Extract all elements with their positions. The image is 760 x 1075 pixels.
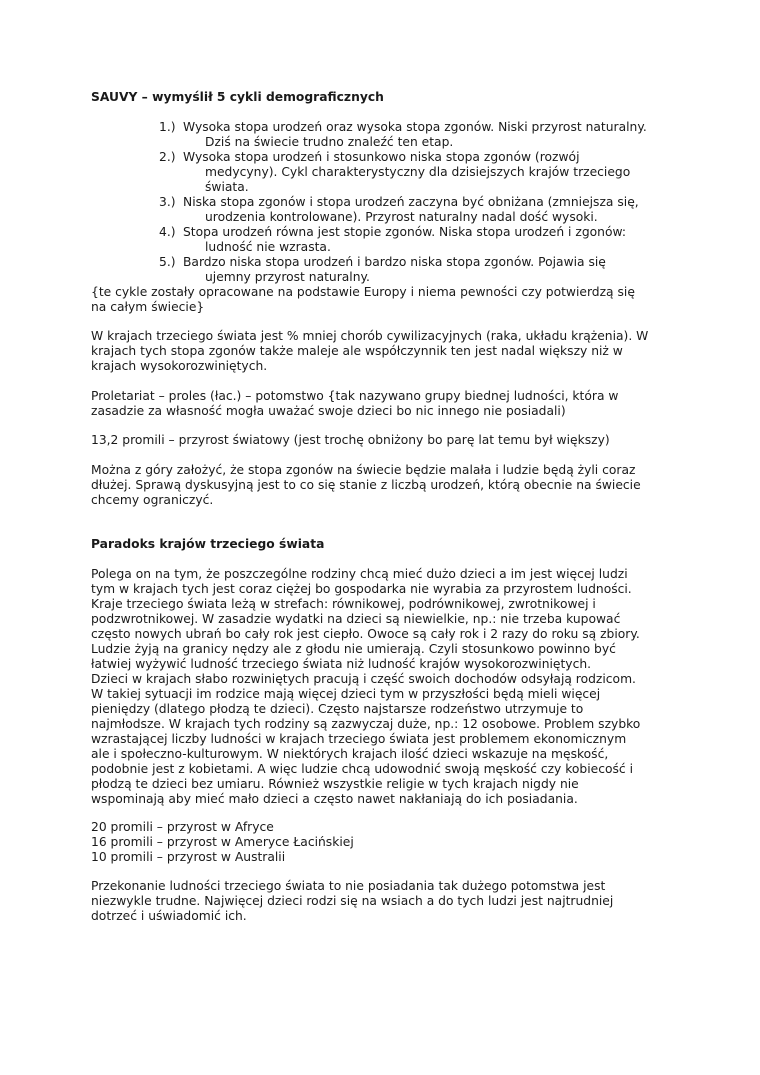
paragraph-world-growth [91, 433, 681, 448]
text-line: podobnie jest z kobietami. A więc ludzie chcą udowodnić swoją męskość czy kobiecość i [91, 762, 633, 776]
demographic-cycles-list [91, 120, 693, 285]
list-text: świata. [205, 180, 249, 194]
paragraph-conviction [91, 879, 681, 924]
text-line: wspominają aby mieć mało dzieci a często nawet nakłaniają do ich posiadania. [91, 792, 578, 806]
text-line: Dzieci w krajach słabo rozwiniętych pracują i część swoich dochodów odsyłają rodzicom. [91, 672, 636, 686]
list-item [91, 120, 693, 150]
text-line: podzwrotnikowej. W zasadzie wydatki na dzieci są niewielkie, np.: nie trzeba kupować [91, 612, 621, 626]
text-line: {te cykle zostały opracowane na podstawie Europy i niema pewności czy potwierdzą się [91, 285, 635, 299]
text-line: często nowych ubrań bo cały rok jest ciepło. Owoce są cały rok i 2 razy do roku są zbiory. [91, 627, 640, 641]
text-line: krajach tych stopa zgonów także maleje ale współczynnik ten jest nadal większy niż w [91, 344, 623, 358]
list-text: Dziś na świecie trudno znaleźć ten etap. [205, 135, 454, 149]
paragraph-diseases [91, 329, 681, 374]
list-number: 4.) [159, 225, 176, 239]
text-line: Kraje trzeciego świata leżą w strefach: równikowej, podrównikowej, zwrotnikowej i [91, 597, 596, 611]
text-line: Przekonanie ludności trzeciego świata to nie posiadania tak dużego potomstwa jest [91, 879, 606, 893]
list-number: 2.) [159, 150, 176, 164]
text-line: Ludzie żyją na granicy nędzy ale z głodu nie umierają. Czyli stosunkowo powinno być [91, 642, 616, 656]
text-line: pieniędzy (dlatego płodzą te dzieci). Często najstarsze rodzeństwo utrzymuje to [91, 702, 584, 716]
stat-line: 16 promili – przyrost w Ameryce Łacińskiej [91, 835, 354, 849]
list-item [91, 195, 693, 225]
list-item [91, 150, 693, 195]
stat-line: 10 promili – przyrost w Australii [91, 850, 286, 864]
text-line: Można z góry założyć, że stopa zgonów na świecie będzie malała i ludzie będą żyli coraz [91, 463, 636, 477]
list-number: 3.) [159, 195, 176, 209]
section-title-sauvy: SAUVY – wymyślił 5 cykli demograficznych [91, 90, 384, 104]
text-line: płodzą te dzieci bez umiaru. Również wszystkie religie w tych krajach nigdy nie [91, 777, 579, 791]
list-text: medycyny). Cykl charakterystyczny dla dzisiejszych krajów trzeciego [205, 165, 631, 179]
text-line: na całym świecie} [91, 300, 205, 314]
list-item [91, 255, 693, 285]
section-title-paradox: Paradoks krajów trzeciego świata [91, 537, 325, 551]
text-line: Polega on na tym, że poszczególne rodziny chcą mieć dużo dzieci a im jest więcej ludzi [91, 567, 628, 581]
cycles-note [91, 285, 681, 315]
text-line: W krajach trzeciego świata jest % mniej chorób cywilizacyjnych (raka, układu krążenia). W [91, 329, 649, 343]
paragraph-proletariat [91, 389, 681, 419]
paragraph-paradox [91, 567, 681, 807]
list-text: ujemny przyrost naturalny. [205, 270, 370, 284]
text-line: zasadzie za własność mogła uważać swoje dzieci bo nic innego nie posiadali) [91, 404, 566, 418]
list-text: Niska stopa zgonów i stopa urodzeń zaczyna być obniżana (zmniejsza się, [183, 195, 639, 209]
list-item [91, 225, 693, 255]
text-line: 13,2 promili – przyrost światowy (jest trochę obniżony bo parę lat temu był większy) [91, 433, 610, 447]
list-text: Stopa urodzeń równa jest stopie zgonów. Niska stopa urodzeń i zgonów: [183, 225, 627, 239]
list-text: Wysoka stopa urodzeń i stosunkowo niska stopa zgonów (rozwój [183, 150, 580, 164]
text-line: najmłodsze. W krajach tych rodziny są zazwyczaj duże, np.: 12 osobowe. Problem szybko [91, 717, 641, 731]
text-line: wzrastającej liczby ludności w krajach trzeciego świata jest problemem ekonomicznym [91, 732, 627, 746]
text-line: tym w krajach tych jest coraz ciężej bo gospodarka nie wyrabia za przyrostem ludności. [91, 582, 632, 596]
list-text: Wysoka stopa urodzeń oraz wysoka stopa zgonów. Niski przyrost naturalny. [183, 120, 647, 134]
text-line: łatwiej wyżywić ludność trzeciego świata niż ludność krajów wysokorozwiniętych. [91, 657, 592, 671]
text-line: Proletariat – proles (łac.) – potomstwo {tak nazywano grupy biednej ludności, która w [91, 389, 619, 403]
text-line: W takiej sytuacji im rodzice mają więcej dzieci tym w przyszłości będą mieli więcej [91, 687, 601, 701]
growth-stats [91, 820, 681, 865]
text-line: chcemy ograniczyć. [91, 493, 214, 507]
text-line: ale i społeczno-kulturowym. W niektórych krajach ilość dzieci wskazuje na męskość, [91, 747, 609, 761]
list-text: Bardzo niska stopa urodzeń i bardzo niska stopa zgonów. Pojawia się [183, 255, 606, 269]
list-number: 1.) [159, 120, 176, 134]
text-line: dotrzeć i uświadomić ich. [91, 909, 247, 923]
stat-line: 20 promili – przyrost w Afryce [91, 820, 274, 834]
paragraph-forecast [91, 463, 681, 508]
text-line: niezwykle trudne. Najwięcej dzieci rodzi się na wsiach a do tych ludzi jest najtrudniej [91, 894, 614, 908]
text-line: krajach wysokorozwiniętych. [91, 359, 268, 373]
list-text: ludność nie wzrasta. [205, 240, 331, 254]
list-number: 5.) [159, 255, 176, 269]
list-text: urodzenia kontrolowane). Przyrost naturalny nadal dość wysoki. [205, 210, 598, 224]
text-line: dłużej. Sprawą dyskusyjną jest to co się stanie z liczbą urodzeń, którą obecnie na świecie [91, 478, 641, 492]
